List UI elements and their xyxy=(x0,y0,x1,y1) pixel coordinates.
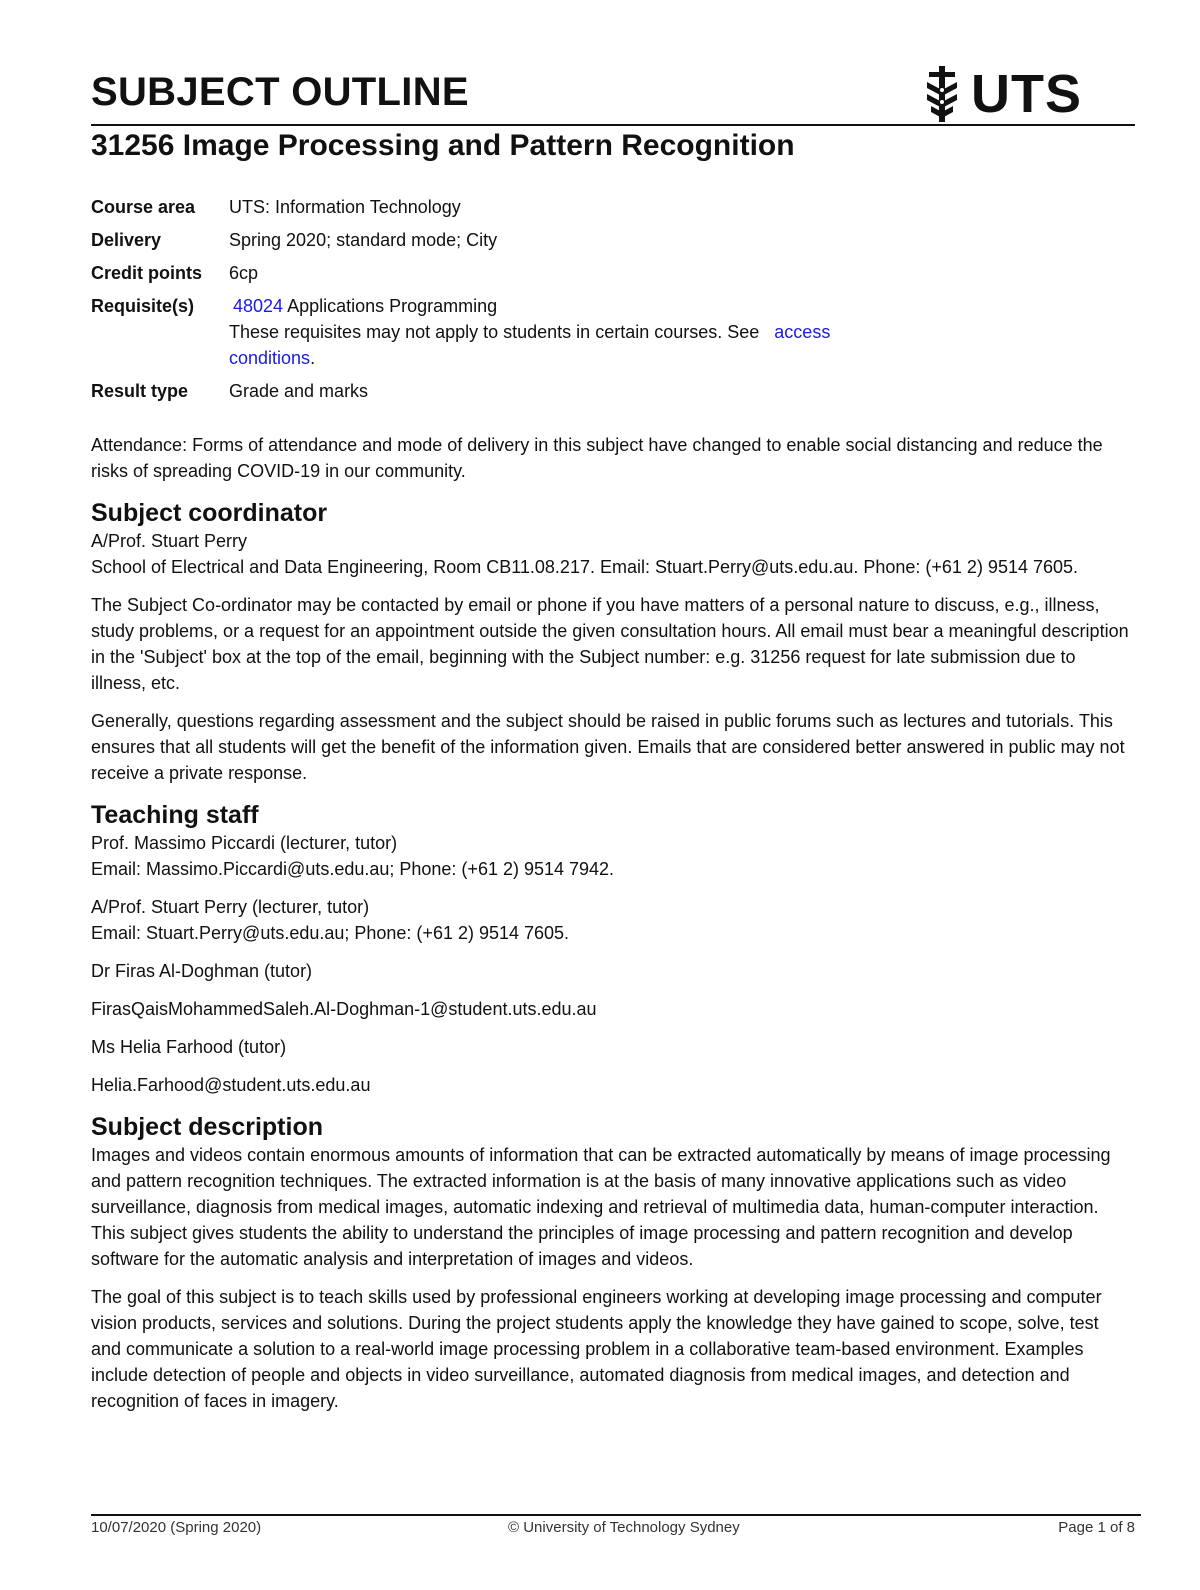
staff-entry xyxy=(91,894,1131,946)
subject-meta xyxy=(91,194,1091,411)
staff-contact: Email: Massimo.Piccardi@uts.edu.au; Phone: (+61 2) 9514 7942. xyxy=(91,859,615,879)
meta-value: 6cp xyxy=(229,263,259,283)
staff-name: Ms Helia Farhood (tutor) xyxy=(91,1037,287,1057)
meta-row-course-area xyxy=(91,194,1091,220)
requisite-period: . xyxy=(310,348,316,368)
section-heading-description: Subject description xyxy=(91,1113,323,1141)
attendance-note: Attendance: Forms of attendance and mode of delivery in this subject have changed to enable social distancing and reduce the risks of spreading COVID-19 in our community. xyxy=(91,435,1103,481)
meta-label: Credit points xyxy=(91,263,202,283)
requisite-note: These requisites may not apply to students in certain courses. See xyxy=(229,322,760,342)
uts-logo xyxy=(921,66,1091,122)
access-conditions-link-cont[interactable]: conditions xyxy=(229,348,311,368)
requisite-name: Applications Programming xyxy=(287,296,498,316)
meta-row-delivery xyxy=(91,227,1091,253)
staff-contact: Email: Stuart.Perry@uts.edu.au; Phone: (+61 2) 9514 7605. xyxy=(91,923,570,943)
subject-title: 31256 Image Processing and Pattern Recognition xyxy=(91,129,795,162)
footer-date: 10/07/2020 (Spring 2020) xyxy=(91,1519,262,1536)
coordinator-name: A/Prof. Stuart Perry xyxy=(91,531,248,551)
meta-row-credit-points xyxy=(91,260,1091,286)
footer-page-number: Page 1 of 8 xyxy=(1058,1519,1135,1536)
staff-name: Prof. Massimo Piccardi (lecturer, tutor) xyxy=(91,833,398,853)
section-heading-coordinator: Subject coordinator xyxy=(91,499,328,527)
meta-value: Spring 2020; standard mode; City xyxy=(229,230,498,250)
document-title: SUBJECT OUTLINE xyxy=(91,70,469,114)
coordinator-info xyxy=(91,528,1131,580)
meta-value: Grade and marks xyxy=(229,381,369,401)
meta-value: UTS: Information Technology xyxy=(229,197,461,217)
uts-crest-icon xyxy=(921,66,963,122)
meta-row-requisites xyxy=(91,293,1091,371)
description-paragraph: The goal of this subject is to teach skills used by professional engineers working at developing image processing and computer vision products, services and solutions. During the project students apply the knowledge they have gained to scope, solve, test and communicate a solution to a real-world image processing problem in a collaborative team-based environment. Examples include detection of people and objects in video surveillance, automated diagnosis from medical images, and detection and recognition of faces in imagery. xyxy=(91,1287,1102,1411)
meta-value xyxy=(229,293,1091,371)
footer-divider xyxy=(91,1514,1141,1516)
footer-copyright: © University of Technology Sydney xyxy=(508,1519,740,1536)
header-divider xyxy=(91,124,1135,126)
requisite-link[interactable]: 48024 xyxy=(233,296,284,316)
description-paragraph: Images and videos contain enormous amounts of information that can be extracted automatically by means of image processing and pattern recognition techniques. The extracted information is at the basis of many innovative applications such as video surveillance, diagnosis from medical images, automatic indexing and retrieval of multimedia data, human-computer interaction. This subject gives students the ability to understand the principles of image processing and pattern recognition and develop software for the automatic analysis and interpretation of images and videos. xyxy=(91,1145,1111,1269)
document-body xyxy=(91,432,1131,1426)
staff-contact: Helia.Farhood@student.uts.edu.au xyxy=(91,1075,371,1095)
coordinator-details: School of Electrical and Data Engineering, Room CB11.08.217. Email: Stuart.Perry@uts.edu.au. Phone: (+61 2) 9514 7605. xyxy=(91,557,1079,577)
staff-name: A/Prof. Stuart Perry (lecturer, tutor) xyxy=(91,897,370,917)
uts-logo-text: UTS xyxy=(971,64,1082,124)
page-header xyxy=(91,66,1135,126)
meta-label: Course area xyxy=(91,197,196,217)
meta-row-result-type xyxy=(91,378,1091,404)
meta-label: Result type xyxy=(91,381,189,401)
staff-entry xyxy=(91,830,1131,882)
coordinator-paragraph: Generally, questions regarding assessment and the subject should be raised in public forums such as lectures and tutorials. This ensures that all students will get the benefit of the information given. Emails that are considered better answered in public may not receive a private response. xyxy=(91,711,1125,783)
section-heading-teaching-staff: Teaching staff xyxy=(91,801,259,829)
staff-contact: FirasQaisMohammedSaleh.Al-Doghman-1@student.uts.edu.au xyxy=(91,999,597,1019)
staff-name: Dr Firas Al-Doghman (tutor) xyxy=(91,961,313,981)
meta-label: Delivery xyxy=(91,230,162,250)
meta-label: Requisite(s) xyxy=(91,296,195,316)
coordinator-paragraph: The Subject Co-ordinator may be contacted by email or phone if you have matters of a personal nature to discuss, e.g., illness, study problems, or a request for an appointment outside the given consultation hours. All email must bear a meaningful description in the 'Subject' box at the top of the email, beginning with the Subject number: e.g. 31256 request for late submission due to illness, etc. xyxy=(91,595,1129,693)
access-conditions-link[interactable]: access xyxy=(774,322,831,342)
